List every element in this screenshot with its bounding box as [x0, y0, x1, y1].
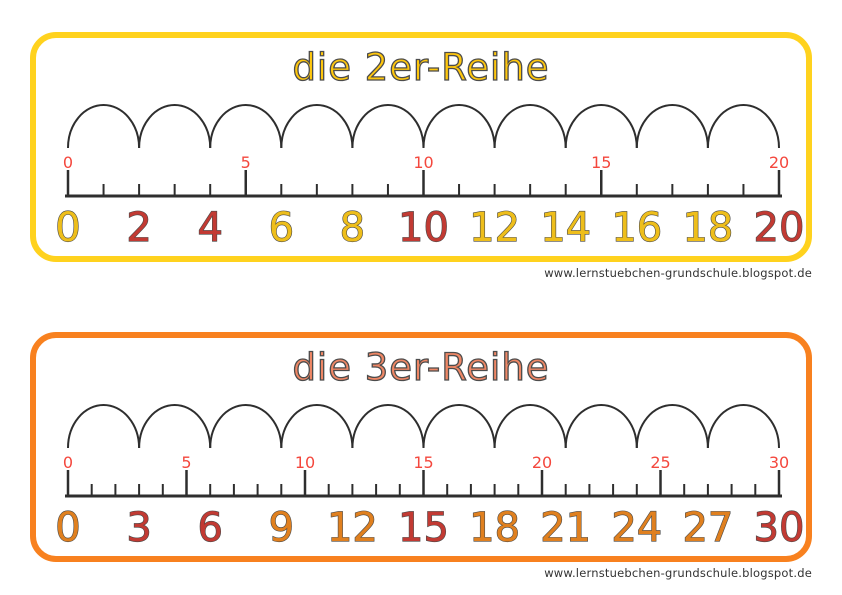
- card-title-2er: die 2er-Reihe: [292, 46, 550, 89]
- number-label: 0: [55, 505, 81, 551]
- jump-arc: [708, 405, 779, 448]
- number-label: 6: [197, 505, 223, 551]
- jump-arc: [139, 405, 210, 448]
- jump-arc: [352, 405, 423, 448]
- number-label: 12: [326, 505, 378, 551]
- mini-label: 0: [62, 453, 74, 472]
- card-3er-reihe: [30, 332, 812, 562]
- jump-arc: [210, 405, 281, 448]
- number-label: 15: [398, 505, 449, 551]
- mini-label: 20: [531, 453, 553, 472]
- number-label: 0: [55, 205, 81, 251]
- mini-label: 25: [650, 453, 671, 472]
- jump-arc: [637, 105, 708, 148]
- source-url: www.lernstuebchen-grundschule.blogspot.de: [544, 266, 812, 280]
- jump-arc: [637, 405, 708, 448]
- number-label: 14: [540, 205, 592, 251]
- jump-arc: [424, 105, 495, 148]
- jump-arc: [424, 405, 495, 448]
- number-label: 9: [268, 505, 295, 551]
- number-label: 4: [197, 205, 223, 251]
- number-label: 21: [540, 505, 592, 551]
- number-label: 30: [753, 505, 805, 551]
- mini-label: 15: [413, 453, 434, 472]
- mini-label: 30: [768, 453, 790, 472]
- number-label: 6: [268, 205, 295, 251]
- jump-arc: [68, 405, 139, 448]
- mini-label: 0: [62, 153, 74, 172]
- source-url: www.lernstuebchen-grundschule.blogspot.de: [544, 566, 812, 580]
- number-label: 3: [126, 505, 152, 551]
- jump-arc: [495, 405, 566, 448]
- jump-arc: [566, 105, 637, 148]
- jump-arc: [210, 105, 281, 148]
- card-2er-reihe: [30, 32, 812, 262]
- jump-arc: [281, 405, 352, 448]
- jump-arc: [708, 105, 779, 148]
- mini-label: 15: [591, 153, 612, 172]
- jump-arc: [139, 105, 210, 148]
- jump-arc: [495, 105, 566, 148]
- number-label: 24: [611, 505, 663, 551]
- mini-label: 5: [240, 153, 251, 172]
- jump-arc: [68, 105, 139, 148]
- number-label: 2: [126, 205, 152, 251]
- number-label: 27: [682, 505, 734, 551]
- number-label: 8: [339, 205, 366, 251]
- jump-arc: [352, 105, 423, 148]
- jump-arc: [566, 405, 637, 448]
- number-label: 16: [611, 205, 663, 251]
- mini-label: 5: [181, 453, 192, 472]
- mini-label: 10: [294, 453, 316, 472]
- jump-arc: [281, 105, 352, 148]
- number-label: 20: [753, 205, 805, 251]
- card-title-3er: die 3er-Reihe: [292, 346, 550, 389]
- mini-label: 20: [768, 153, 790, 172]
- number-label: 18: [469, 505, 521, 551]
- number-label: 10: [398, 205, 449, 251]
- number-label: 18: [682, 205, 734, 251]
- mini-label: 10: [413, 153, 434, 172]
- number-label: 12: [469, 205, 521, 251]
